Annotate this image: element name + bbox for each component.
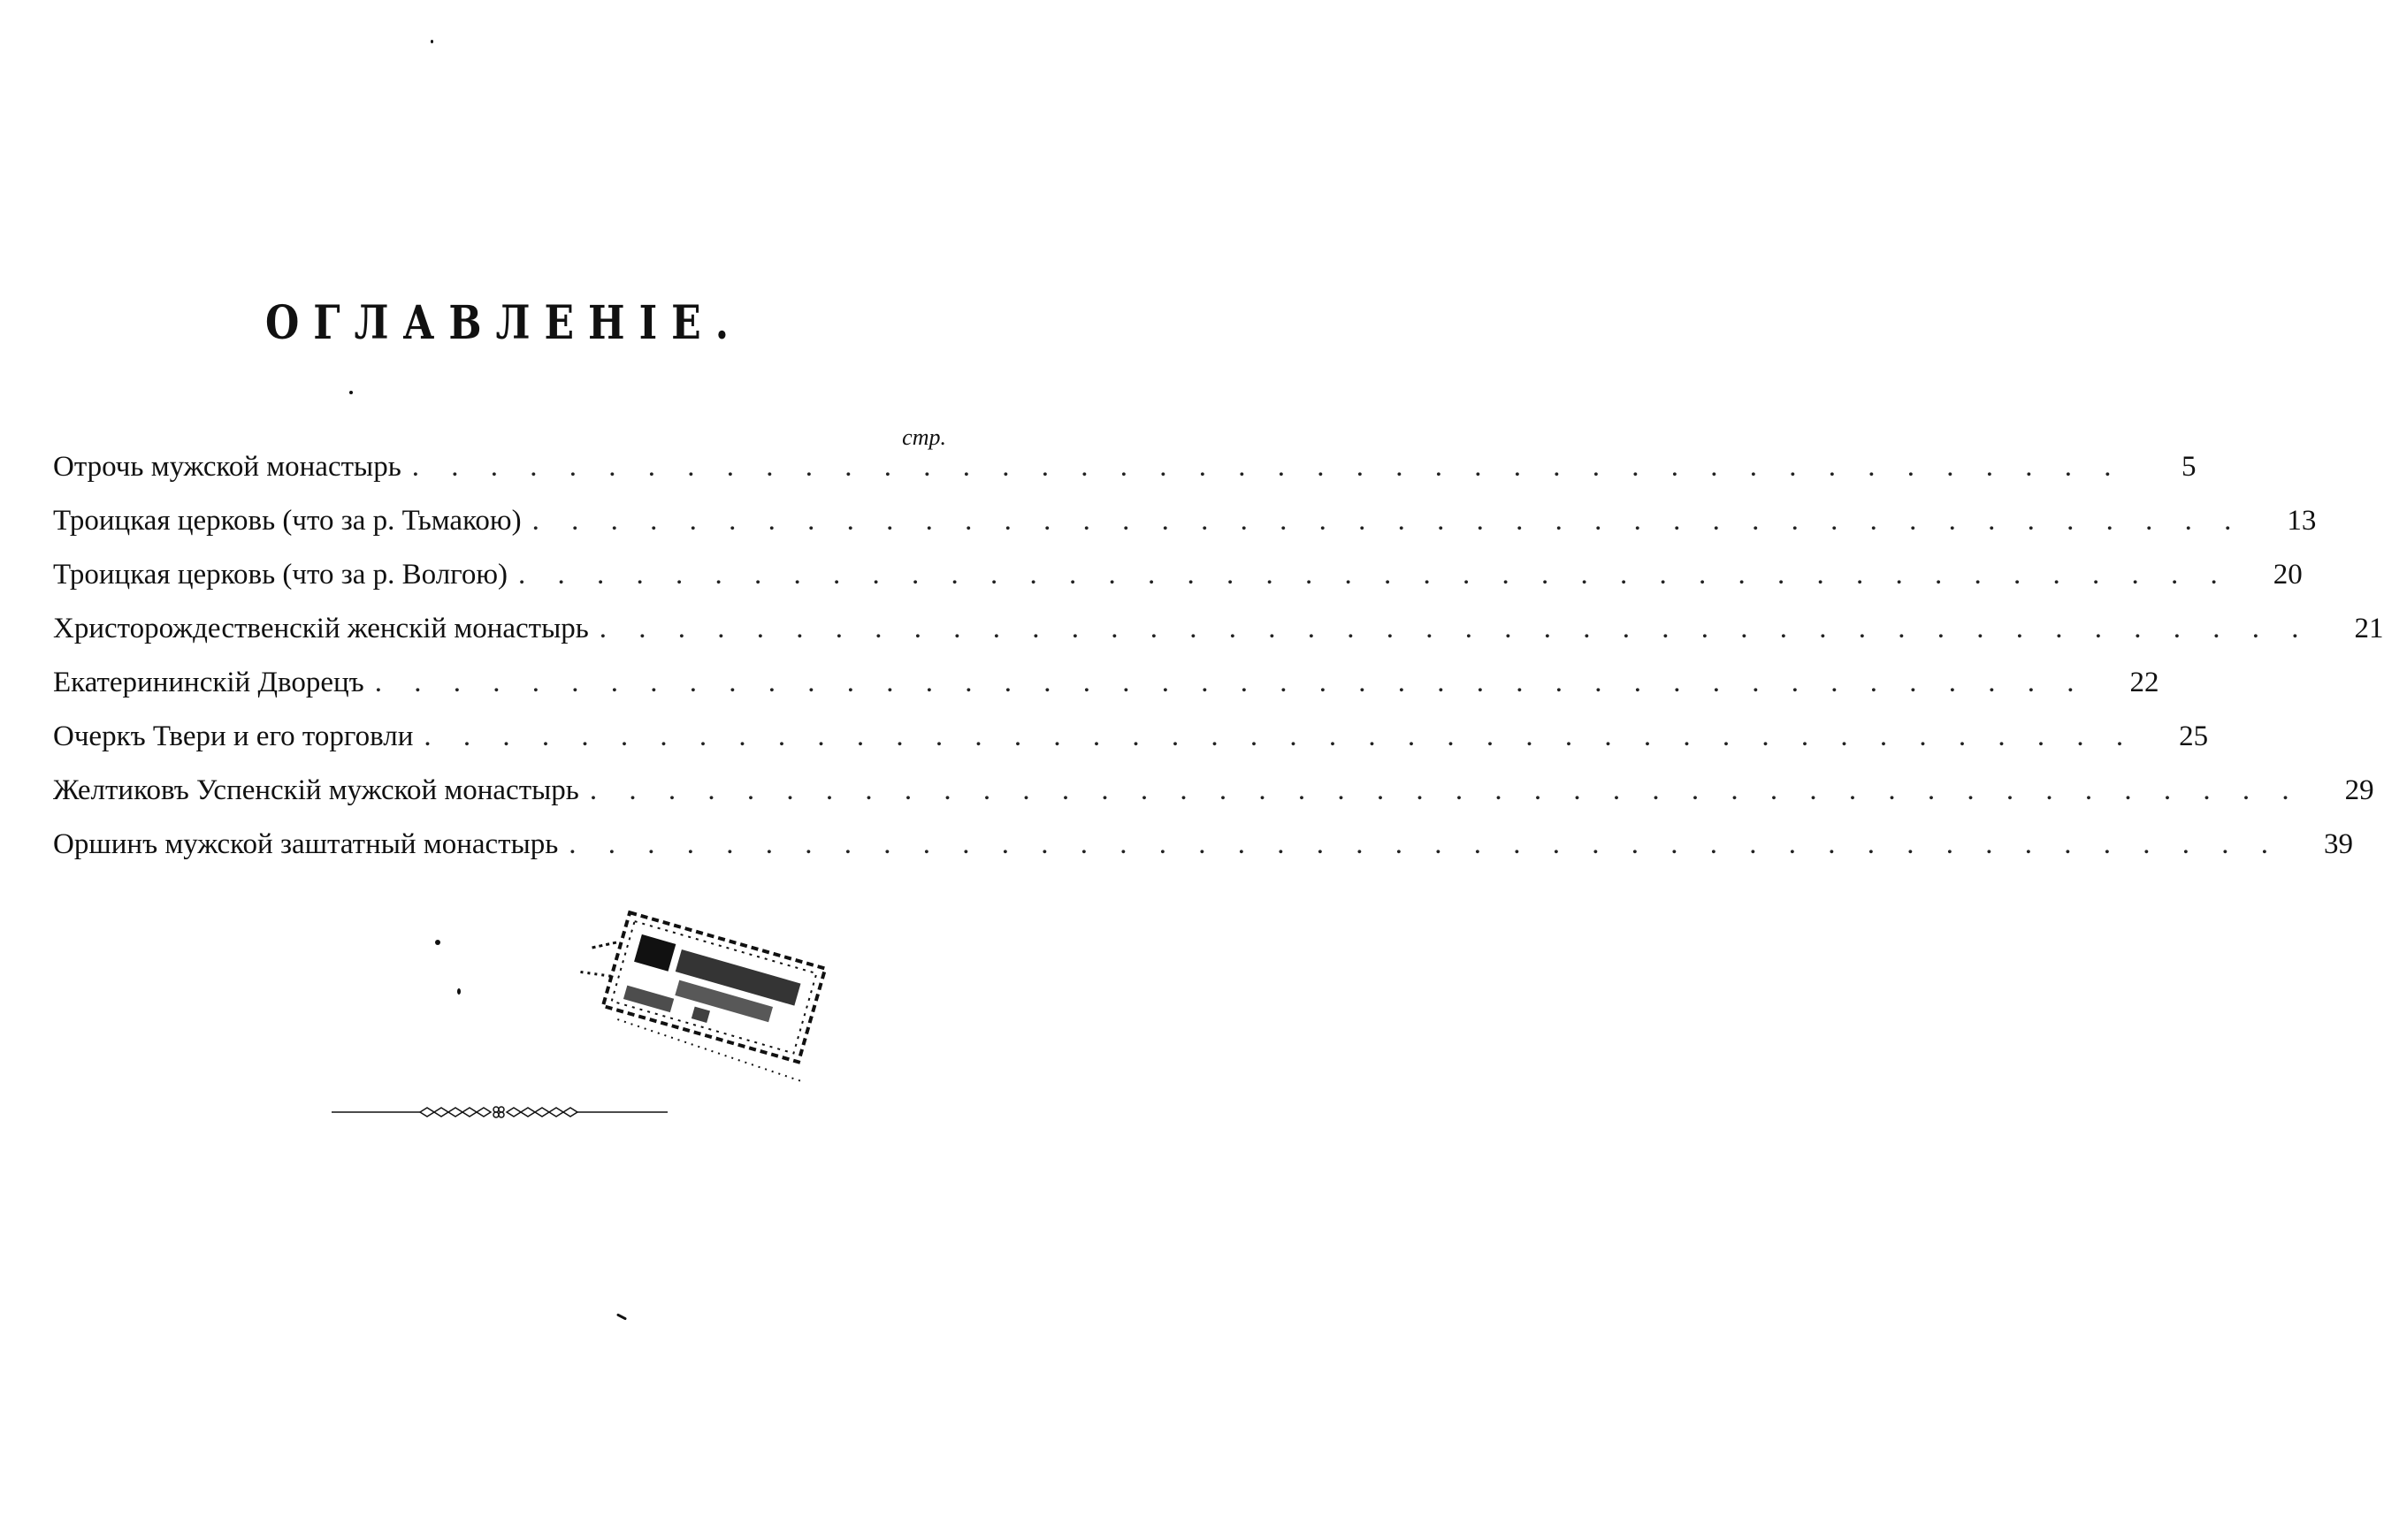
toc-entry — [53, 451, 2197, 505]
toc-entry — [53, 720, 2209, 774]
toc-entry-title: Христорождественскій женскій монастырь — [53, 613, 589, 644]
toc-entry — [53, 667, 2159, 720]
toc-entry — [53, 505, 2317, 559]
dot-leader: . . . . . . . . . . . . . . . . . . . . . . . . . . . . . . . . . . . . . . . . . . . . — [599, 613, 2311, 644]
scan-speck — [431, 40, 433, 43]
toc-entry-page: 13 — [2287, 505, 2317, 537]
scan-speck — [349, 391, 353, 394]
toc-list — [53, 451, 2384, 882]
page-title: ОГЛАВЛЕНІЕ. — [264, 295, 744, 351]
dot-leader: . . . . . . . . . . . . . . . . . . . . . . . . . . . . . . . . . . . . . . . . . . . . — [374, 667, 2087, 698]
dot-leader: . . . . . . . . . . . . . . . . . . . . . . . . . . . . . . . . . . . . . . . . . . . . — [531, 505, 2244, 537]
toc-entry — [53, 774, 2374, 828]
scan-speck — [435, 940, 440, 945]
toc-entry-title: Троицкая церковь (что за р. Тьмакою) — [53, 505, 522, 537]
toc-entry — [53, 559, 2303, 613]
toc-entry-title: Желтиковъ Успенскій мужской монастырь — [53, 774, 579, 806]
ornament-divider — [332, 1103, 685, 1121]
toc-entry — [53, 613, 2384, 667]
toc-entry-title: Очеркъ Твери и его торговли — [53, 720, 414, 752]
toc-entry-title: Екатерининскій Дворецъ — [53, 667, 364, 698]
toc-entry-title: Троицкая церковь (что за р. Волгою) — [53, 559, 508, 591]
toc-entry-title: Оршинъ мужской заштатный монастырь — [53, 828, 559, 860]
dot-leader: . . . . . . . . . . . . . . . . . . . . . . . . . . . . . . . . . . . . . . . . . . . . — [589, 774, 2302, 806]
toc-entry-page: 39 — [2324, 828, 2354, 860]
toc-entry — [53, 828, 2354, 882]
toc-entry-page: 21 — [2354, 613, 2384, 644]
toc-entry-title: Отрочь мужской монастырь — [53, 451, 401, 483]
toc-entry-page: 20 — [2273, 559, 2303, 591]
library-stamp — [559, 886, 855, 1103]
scan-speck — [616, 1313, 627, 1320]
dot-leader: . . . . . . . . . . . . . . . . . . . . . . . . . . . . . . . . . . . . . . . . . . . . — [411, 451, 2124, 483]
toc-entry-page: 5 — [2182, 451, 2197, 483]
toc-entry-page: 22 — [2129, 667, 2159, 698]
scan-speck — [457, 988, 461, 995]
dot-leader: . . . . . . . . . . . . . . . . . . . . . . . . . . . . . . . . . . . . . . . . . . . . — [518, 559, 2230, 591]
dot-leader: . . . . . . . . . . . . . . . . . . . . . . . . . . . . . . . . . . . . . . . . . . . . — [569, 828, 2281, 860]
toc-entry-page: 29 — [2344, 774, 2374, 806]
toc-entry-page: 25 — [2179, 720, 2209, 752]
page-column-label: стр. — [902, 424, 946, 450]
dot-leader: . . . . . . . . . . . . . . . . . . . . . . . . . . . . . . . . . . . . . . . . . . . . — [424, 720, 2136, 752]
